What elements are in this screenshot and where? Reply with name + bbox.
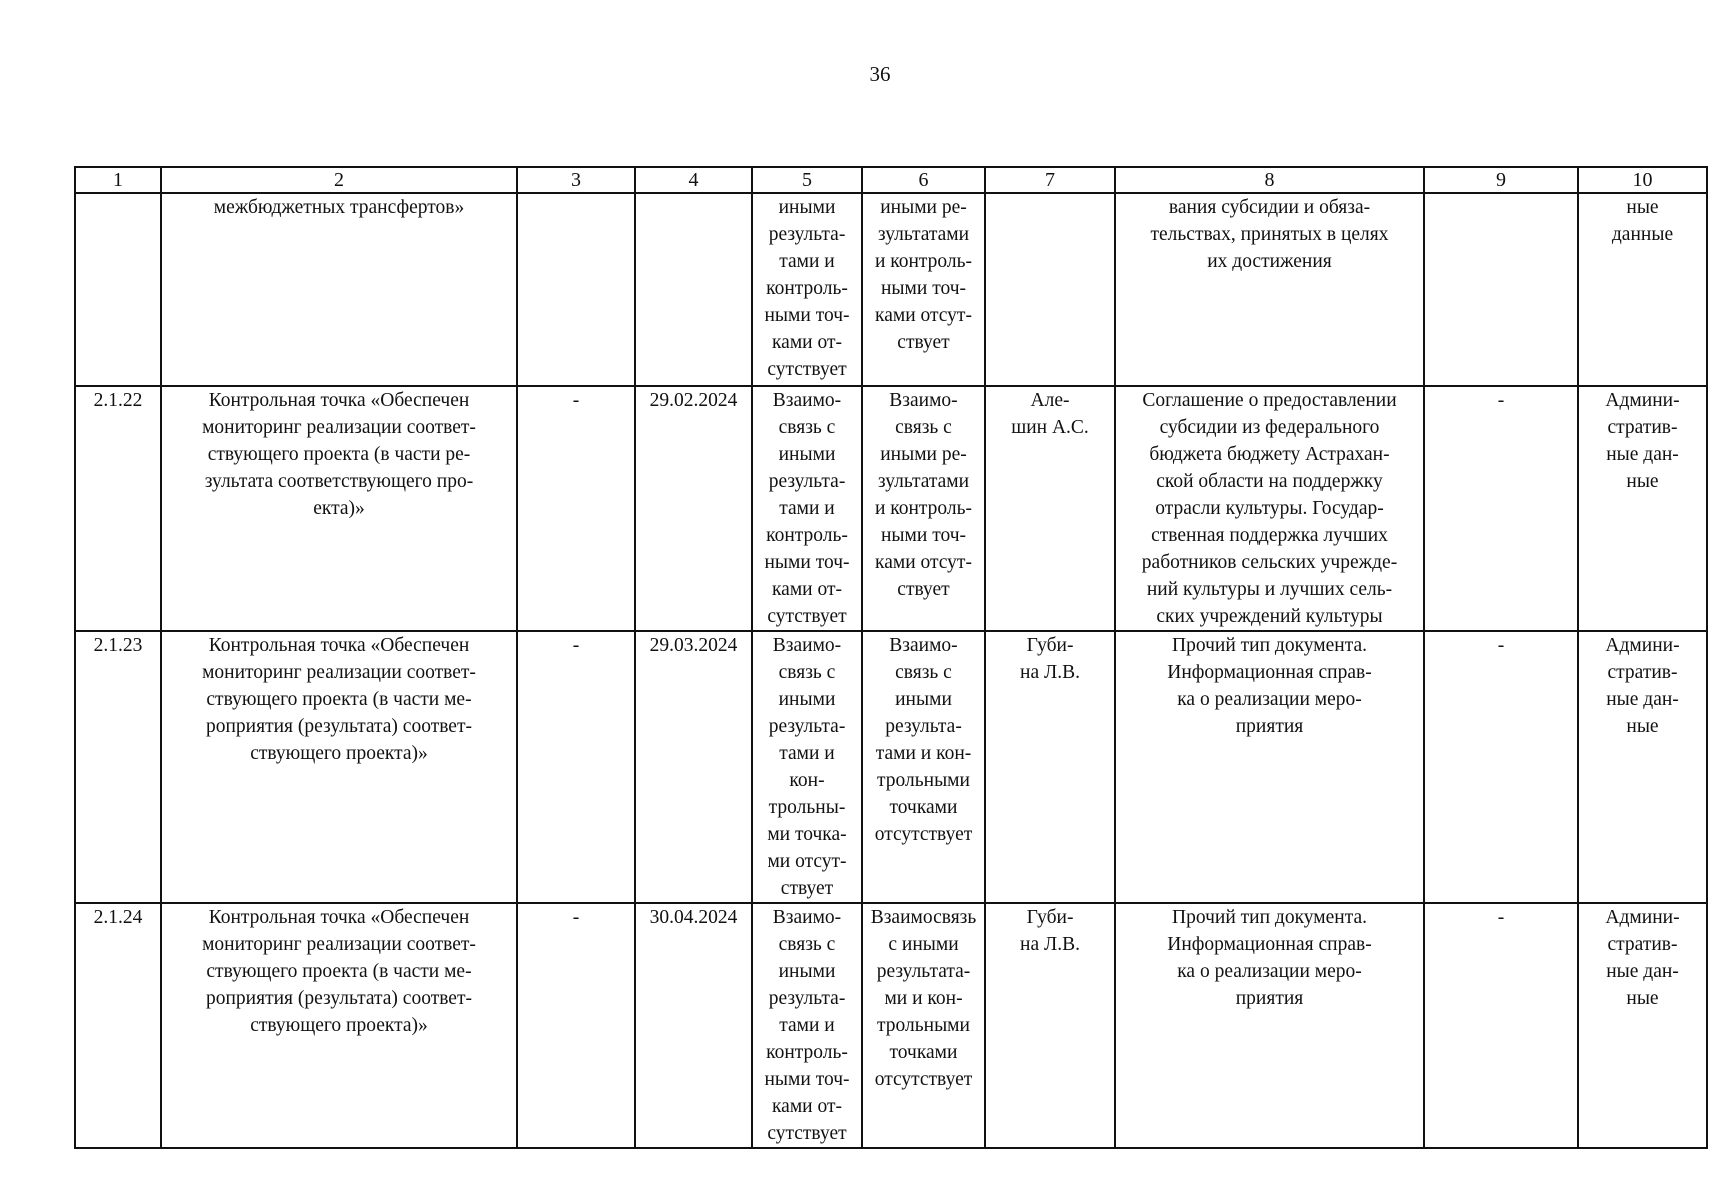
data-type-cell: Админи- стратив- ные дан- ные [1578, 903, 1707, 1148]
col3-cell [517, 193, 635, 386]
row-number-cell: 2.1.22 [75, 386, 161, 631]
data-type-cell: ные данные [1578, 193, 1707, 386]
document-cell: Прочий тип документа. Информационная справ- ка о реализации меро- приятия [1115, 631, 1424, 903]
table-header-row [75, 167, 1707, 193]
column-header: 1 [75, 167, 161, 193]
column-header: 5 [752, 167, 862, 193]
responsible-cell [985, 193, 1115, 386]
column-header: 3 [517, 167, 635, 193]
name-cell: Контрольная точка «Обеспечен мониторинг реализации соответ- ствующего проекта (в части ме- роприятия (результата) соответ- ствующего проекта)» [161, 631, 517, 903]
responsible-cell: Але- шин А.С. [985, 386, 1115, 631]
col3-cell: - [517, 631, 635, 903]
col3-cell: - [517, 386, 635, 631]
col3-cell: - [517, 903, 635, 1148]
document-cell: Соглашение о предоставлении субсидии из федерального бюджета бюджету Астрахан- ской области на поддержку отрасли культуры. Государ- ственная поддержка лучших работников сельских учрежде- ний культуры и лучших сель- ских учреждений культуры [1115, 386, 1424, 631]
col6-cell: иными ре- зультатами и контроль- ными точ- ками отсут- ствует [862, 193, 985, 386]
col5-cell: Взаимо- связь с иными результа- тами и кон- трольны- ми точка- ми отсут- ствует [752, 631, 862, 903]
document-cell: вания субсидии и обяза- тельствах, принятых в целях их достижения [1115, 193, 1424, 386]
col5-cell: иными результа- тами и контроль- ными точ- ками от- сутствует [752, 193, 862, 386]
name-cell: межбюджетных трансфертов» [161, 193, 517, 386]
col6-cell: Взаимо- связь с иными результа- тами и кон- трольными точками отсутствует [862, 631, 985, 903]
page-number: 36 [869, 62, 891, 86]
table-row [75, 193, 1707, 386]
name-cell: Контрольная точка «Обеспечен мониторинг реализации соответ- ствующего проекта (в части ме- роприятия (результата) соответ- ствующего проекта)» [161, 903, 517, 1148]
row-number-cell: 2.1.23 [75, 631, 161, 903]
table-row [75, 386, 1707, 631]
col9-cell: - [1424, 631, 1578, 903]
date-cell: 29.02.2024 [635, 386, 752, 631]
responsible-cell: Губи- на Л.В. [985, 903, 1115, 1148]
document-table [74, 166, 1708, 1149]
col5-cell: Взаимо- связь с иными результа- тами и контроль- ными точ- ками от- сутствует [752, 903, 862, 1148]
column-header: 2 [161, 167, 517, 193]
data-type-cell: Админи- стратив- ные дан- ные [1578, 386, 1707, 631]
document-cell: Прочий тип документа. Информационная справ- ка о реализации меро- приятия [1115, 903, 1424, 1148]
column-header: 10 [1578, 167, 1707, 193]
name-cell: Контрольная точка «Обеспечен мониторинг реализации соответ- ствующего проекта (в части ре- зультата соответствующего про- екта)» [161, 386, 517, 631]
col6-cell: Взаимосвязь с иными результата- ми и кон- трольными точками отсутствует [862, 903, 985, 1148]
col9-cell: - [1424, 386, 1578, 631]
responsible-cell: Губи- на Л.В. [985, 631, 1115, 903]
col5-cell: Взаимо- связь с иными результа- тами и контроль- ными точ- ками от- сутствует [752, 386, 862, 631]
column-header: 4 [635, 167, 752, 193]
table-row [75, 631, 1707, 903]
column-header: 7 [985, 167, 1115, 193]
col6-cell: Взаимо- связь с иными ре- зультатами и контроль- ными точ- ками отсут- ствует [862, 386, 985, 631]
date-cell [635, 193, 752, 386]
date-cell: 30.04.2024 [635, 903, 752, 1148]
row-number-cell: 2.1.24 [75, 903, 161, 1148]
data-type-cell: Админи- стратив- ные дан- ные [1578, 631, 1707, 903]
table-row [75, 903, 1707, 1148]
col9-cell: - [1424, 903, 1578, 1148]
col9-cell [1424, 193, 1578, 386]
column-header: 9 [1424, 167, 1578, 193]
row-number-cell [75, 193, 161, 386]
date-cell: 29.03.2024 [635, 631, 752, 903]
column-header: 6 [862, 167, 985, 193]
column-header: 8 [1115, 167, 1424, 193]
